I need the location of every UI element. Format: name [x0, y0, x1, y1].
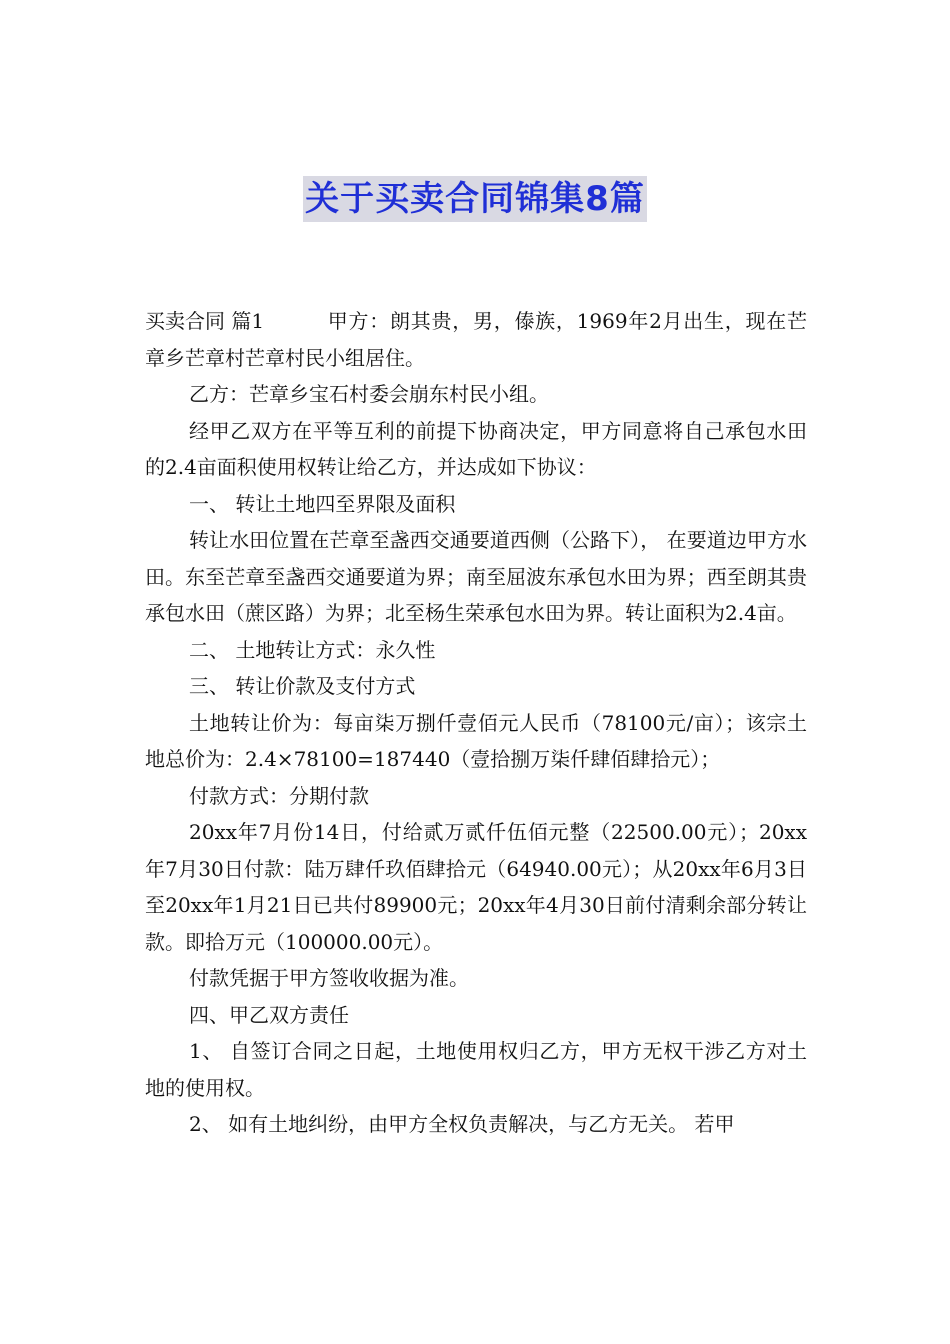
paragraph-payment-method: 付款方式：分期付款 — [189, 783, 369, 808]
paragraph-payment-schedule: 20xx年7月份14日，付给贰万贰仟伍佰元整（22500.00元）；20xx年7月30日付款：陆万肆仟玖佰肆拾元（64940.00元）；从20xx年6月3日至20xx年1月21日已共付89900元；20xx年4月30日前付清剩余部分转让款。即拾万元（100000.00元）。 — [145, 820, 807, 954]
paragraph-duty-1: 1、 自签订合同之日起，土地使用权归乙方，甲方无权干涉乙方对土地的使用权。 — [145, 1039, 807, 1100]
paragraph-receipt: 付款凭据于甲方签收收据为准。 — [189, 966, 469, 990]
clause-heading-3: 三、 转让价款及支付方式 — [189, 674, 416, 698]
section-label: 买卖合同 篇1 — [145, 309, 265, 333]
paragraph-party-a — [145, 303, 807, 376]
clause-heading-4: 四、甲乙双方责任 — [189, 1002, 349, 1027]
title-container — [0, 176, 950, 222]
document-body — [145, 303, 807, 1143]
paragraph-price: 土地转让价为：每亩柒万捌仟壹佰元人民币（78100元/亩）；该宗土地总价为：2.4×78100=187440（壹拾捌万柒仟肆佰肆拾元）； — [145, 710, 807, 771]
paragraph-duty-2: 2、 如有土地纠纷，由甲方全权负责解决，与乙方无关。 若甲 — [189, 1112, 735, 1136]
clause-heading-1: 一、 转让土地四至界限及面积 — [189, 491, 456, 516]
document-title: 关于买卖合同锦集8篇 — [303, 176, 647, 222]
paragraph-party-b: 乙方：芒章乡宝石村委会崩东村民小组。 — [189, 382, 549, 406]
paragraph-agreement: 经甲乙双方在平等互利的前提下协商决定，甲方同意将自己承包水田的2.4亩面积使用权转让给乙方，并达成如下协议： — [145, 418, 807, 479]
paragraph-location: 转让水田位置在芒章至盏西交通要道西侧（公路下）， 在要道边甲方水田。东至芒章至盏西交通要道为界；南至屈波东承包水田为界；西至朗其贵承包水田（蔗区路）为界；北至杨生荣承包水田为界。转让面积为2.4亩。 — [145, 528, 807, 625]
paragraph-text: 甲方：朗其贵，男，傣族，1969年2月出生，现在芒章乡芒章村芒章村民小组居住。 — [145, 309, 807, 370]
clause-heading-2: 二、 土地转让方式：永久性 — [189, 637, 436, 662]
